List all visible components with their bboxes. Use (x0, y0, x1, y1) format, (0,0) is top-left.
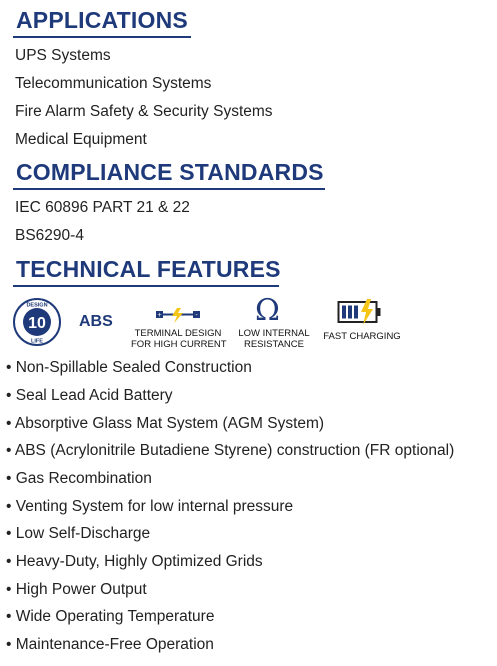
application-item: UPS Systems (15, 47, 111, 64)
omega-icon: Ω (255, 293, 280, 328)
application-item: Fire Alarm Safety & Security Systems (15, 103, 273, 120)
terminal-design-label: TERMINAL DESIGN FOR HIGH CURRENT (131, 328, 227, 350)
feature-item: • Wide Operating Temperature (6, 608, 215, 625)
compliance-heading: COMPLIANCE STANDARDS (16, 159, 324, 185)
terminal-design-icon (155, 308, 201, 324)
technical-features-underline (13, 285, 279, 287)
battery-charging-icon (337, 299, 383, 325)
compliance-underline (13, 188, 325, 190)
feature-item: • Venting System for low internal pressure (6, 498, 294, 515)
feature-item: • Low Self-Discharge (6, 525, 151, 542)
compliance-item: BS6290-4 (15, 227, 84, 244)
abs-badge: ABS (79, 313, 113, 330)
feature-item: • Maintenance-Free Operation (6, 636, 214, 653)
feature-item: • Non-Spillable Sealed Construction (6, 359, 252, 376)
design-life-number: 10 (28, 315, 46, 332)
feature-item: • Gas Recombination (6, 470, 152, 487)
feature-item: • Seal Lead Acid Battery (6, 387, 173, 404)
application-item: Telecommunication Systems (15, 75, 212, 92)
low-resistance-label: LOW INTERNAL RESISTANCE (238, 328, 310, 350)
applications-heading: APPLICATIONS (16, 7, 188, 33)
feature-item: • Heavy-Duty, Highly Optimized Grids (6, 553, 263, 570)
application-item: Medical Equipment (15, 131, 147, 148)
feature-item: • Absorptive Glass Mat System (AGM System) (6, 415, 325, 432)
feature-item: • ABS (Acrylonitrile Butadiene Styrene) construction (FR optional) (6, 442, 455, 459)
compliance-item: IEC 60896 PART 21 & 22 (15, 199, 190, 216)
design-life-bottom-label: LIFE (31, 338, 43, 345)
svg-text:+: + (157, 312, 162, 319)
feature-item: • High Power Output (6, 581, 147, 598)
design-life-badge-icon (12, 297, 62, 347)
fast-charging-label: FAST CHARGING (323, 331, 401, 342)
design-life-top-label: DESIGN (26, 302, 48, 309)
technical-features-heading: TECHNICAL FEATURES (16, 256, 281, 282)
applications-underline (13, 36, 191, 38)
svg-text:-: - (195, 312, 198, 319)
